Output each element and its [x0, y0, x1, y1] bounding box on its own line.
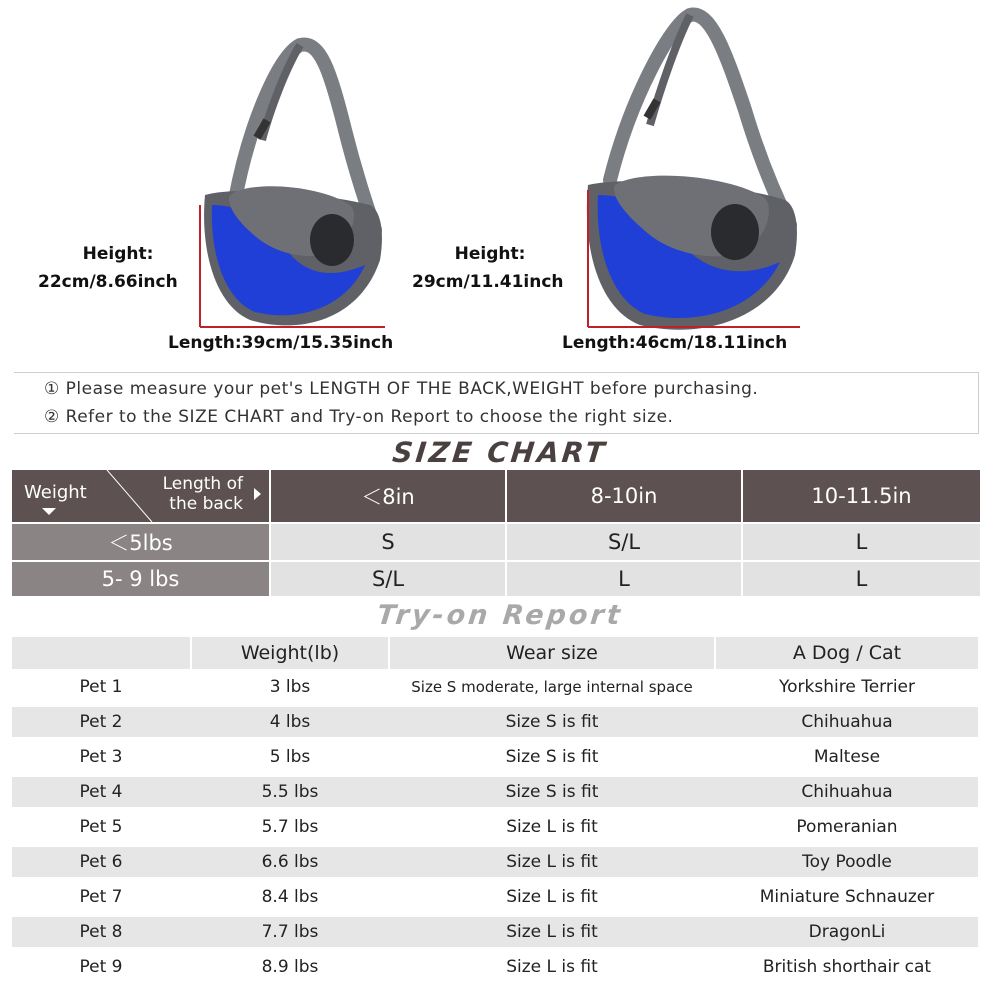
corner-length-label: [163, 474, 243, 514]
size-chart-cell: L: [507, 562, 741, 596]
size-chart-col-header: 8-10in: [507, 470, 741, 522]
tryon-cell-wear-size: Size S is fit: [505, 782, 599, 802]
tryon-cell-breed: Chihuahua: [801, 712, 893, 732]
size-chart-cell: L: [743, 524, 980, 560]
tryon-cell-pet: Pet 2: [79, 712, 123, 732]
tryon-row: [12, 952, 978, 982]
tryon-cell-breed: Yorkshire Terrier: [779, 677, 915, 697]
tryon-cell-wear-size: Size L is fit: [506, 887, 598, 907]
tryon-cell-pet: Pet 1: [79, 677, 123, 697]
note-2: ② Refer to the SIZE CHART and Try-on Report to choose the right size.: [44, 407, 674, 427]
corner-length-line2: the back: [169, 494, 243, 514]
tryon-row: [12, 742, 978, 772]
tryon-cell-weight: 5.5 lbs: [261, 782, 319, 802]
tryon-cell-pet: Pet 7: [79, 887, 123, 907]
tryon-cell-pet: Pet 6: [79, 852, 123, 872]
tryon-header-breed: A Dog / Cat: [792, 642, 902, 664]
tryon-cell-pet: Pet 4: [79, 782, 123, 802]
tryon-row: [12, 672, 978, 702]
tryon-cell-weight: 7.7 lbs: [261, 922, 319, 942]
size-chart-title: SIZE CHART: [390, 436, 610, 469]
height-label: Height:: [82, 244, 154, 264]
tryon-cell-breed: British shorthair cat: [762, 957, 932, 977]
height-value: 29cm/11.41inch: [412, 272, 564, 292]
tryon-cell-breed: Chihuahua: [801, 782, 893, 802]
size-chart-col-header: ＜8in: [271, 470, 505, 522]
size-chart-corner: [12, 470, 269, 522]
product-image-small: [0, 0, 500, 370]
size-chart-cell: S/L: [271, 562, 505, 596]
tryon-cell-breed: Pomeranian: [796, 817, 898, 837]
tryon-cell-breed: Toy Poodle: [802, 852, 892, 872]
product-image-large: [412, 0, 1000, 370]
size-chart-row: [12, 524, 980, 560]
tryon-cell-wear-size: Size S is fit: [505, 747, 599, 767]
tryon-cell-wear-size: Size S moderate, large internal space: [411, 678, 693, 696]
tryon-cell-breed: Maltese: [813, 747, 881, 767]
height-value: 22cm/8.66inch: [38, 272, 178, 292]
tryon-cell-breed: Miniature Schnauzer: [759, 887, 935, 907]
tryon-cell-pet: Pet 9: [79, 957, 123, 977]
tryon-row: [12, 847, 978, 877]
arrow-right-icon: [254, 488, 261, 500]
height-label: Height:: [454, 244, 526, 264]
tryon-cell-weight: 5 lbs: [269, 747, 311, 767]
size-chart-header-row: [12, 470, 980, 522]
tryon-cell-weight: 5.7 lbs: [261, 817, 319, 837]
tryon-cell-wear-size: Size S is fit: [505, 712, 599, 732]
size-chart-col-header: 10-11.5in: [743, 470, 980, 522]
tryon-cell-breed: DragonLi: [808, 922, 886, 942]
tryon-header-pet: [12, 637, 190, 669]
tryon-cell-wear-size: Size L is fit: [506, 852, 598, 872]
length-label: Length:39cm/15.35inch: [168, 333, 394, 353]
tryon-header-weight: Weight(lb): [240, 642, 340, 664]
tryon-row: [12, 882, 978, 912]
size-chart-row-label: 5- 9 lbs: [12, 562, 269, 596]
corner-length-line1: Length of: [162, 474, 243, 494]
size-chart-cell: L: [743, 562, 980, 596]
corner-weight-label: Weight: [24, 482, 87, 503]
tryon-row: [12, 917, 978, 947]
length-label: Length:46cm/18.11inch: [562, 333, 788, 353]
tryon-row: [12, 777, 978, 807]
tryon-report-title: Try-on Report: [375, 600, 625, 631]
tryon-row: [12, 707, 978, 737]
tryon-cell-weight: 4 lbs: [269, 712, 311, 732]
tryon-cell-wear-size: Size L is fit: [506, 957, 598, 977]
size-chart-row: [12, 562, 980, 596]
tryon-cell-weight: 8.9 lbs: [261, 957, 319, 977]
tryon-cell-pet: Pet 5: [79, 817, 123, 837]
tryon-header-row: [12, 637, 978, 669]
tryon-cell-pet: Pet 3: [79, 747, 123, 767]
note-1: ① Please measure your pet's LENGTH OF THE BACK,WEIGHT before purchasing.: [44, 379, 759, 399]
tryon-cell-weight: 3 lbs: [269, 677, 311, 697]
pet-sling-bag-small-illustration: [0, 0, 500, 370]
tryon-cell-pet: Pet 8: [79, 922, 123, 942]
size-chart-cell: S/L: [507, 524, 741, 560]
tryon-row: [12, 812, 978, 842]
tryon-cell-wear-size: Size L is fit: [506, 817, 598, 837]
arrow-down-icon: [42, 508, 56, 515]
purchase-notes: [14, 372, 979, 434]
tryon-cell-weight: 6.6 lbs: [261, 852, 319, 872]
tryon-cell-weight: 8.4 lbs: [261, 887, 319, 907]
tryon-header-wear-size: Wear size: [506, 642, 598, 664]
tryon-cell-wear-size: Size L is fit: [506, 922, 598, 942]
size-chart-cell: S: [271, 524, 505, 560]
pet-sling-bag-large-illustration: [500, 0, 1000, 370]
size-chart-row-label: ＜5lbs: [12, 524, 269, 560]
